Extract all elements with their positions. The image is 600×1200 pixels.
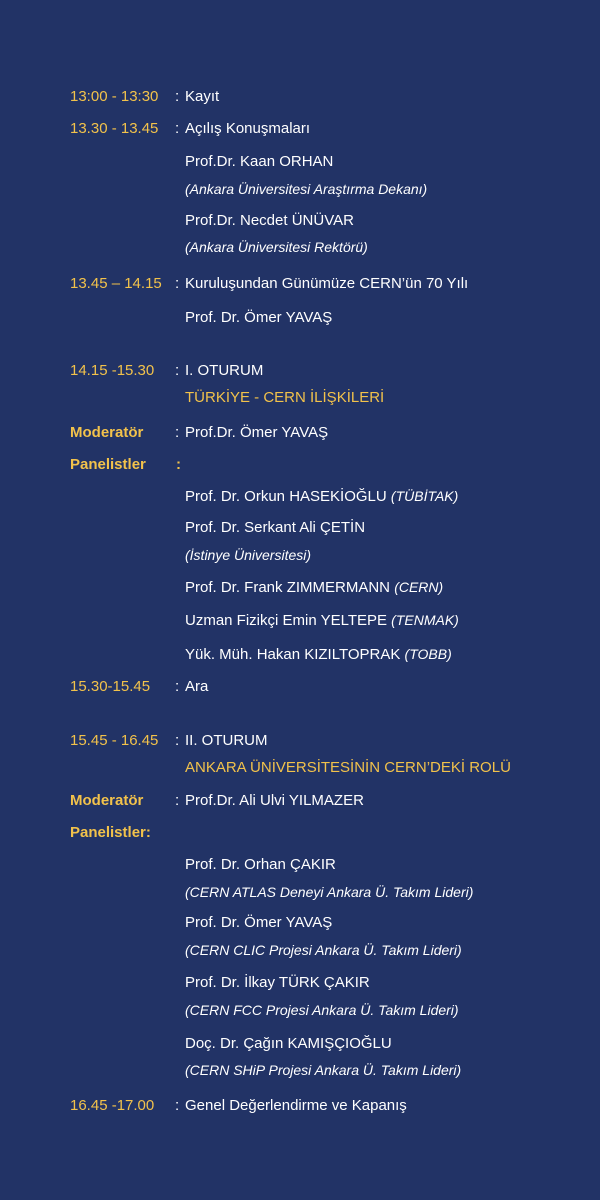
separator-colon: :	[175, 678, 180, 695]
separator-colon: :	[176, 456, 181, 473]
separator-colon: :	[175, 732, 180, 749]
speaker-affiliation: (Ankara Üniversitesi Araştırma Dekanı)	[185, 181, 428, 197]
panelist-name: Prof. Dr. İlkay TÜRK ÇAKIR	[185, 974, 370, 991]
session-subtitle: ANKARA ÜNİVERSİTESİNİN CERN’DEKİ ROLÜ	[185, 759, 511, 776]
separator-colon: :	[175, 792, 180, 809]
panelist-affiliation: (TENMAK)	[391, 612, 459, 628]
panelist-affiliation: (İstinye Üniversitesi)	[185, 547, 312, 563]
speaker-affiliation: (Ankara Üniversitesi Rektörü)	[185, 239, 368, 255]
session-time: 15.30-15.45	[70, 678, 151, 695]
panelist-affiliation: (CERN FCC Projesi Ankara Ü. Takım Lideri)	[185, 1002, 459, 1018]
session-time: 14.15 -15.30	[70, 362, 155, 379]
panelist-name: Uzman Fizikçi Emin YELTEPE	[185, 612, 387, 629]
panelist-affiliation: (TOBB)	[404, 646, 452, 662]
panelist-name: Prof. Dr. Serkant Ali ÇETİN	[185, 519, 366, 536]
panelist-affiliation: (CERN SHiP Projesi Ankara Ü. Takım Lideri)	[185, 1062, 462, 1078]
session-title: Açılış Konuşmaları	[185, 120, 311, 137]
panelists-label: Panelistler:	[70, 824, 151, 841]
session-title: Genel Değerlendirme ve Kapanış	[185, 1097, 407, 1114]
moderator-name: Prof.Dr. Ömer YAVAŞ	[185, 424, 329, 441]
session-time: 15.45 - 16.45	[70, 732, 159, 749]
speaker-name: Prof.Dr. Kaan ORHAN	[185, 153, 334, 170]
speaker-name: Prof.Dr. Necdet ÜNÜVAR	[185, 212, 354, 229]
session-title: Kayıt	[185, 88, 220, 105]
moderator-label: Moderatör	[70, 424, 144, 441]
session-title: Kuruluşundan Günümüze CERN’ün 70 Yılı	[185, 275, 469, 292]
moderator-name: Prof.Dr. Ali Ulvi YILMAZER	[185, 792, 364, 809]
panelist-entry	[185, 487, 458, 506]
session-title: Ara	[185, 678, 209, 695]
panelist-name: Yük. Müh. Hakan KIZILTOPRAK	[185, 646, 401, 663]
speaker-name: Prof. Dr. Ömer YAVAŞ	[185, 309, 333, 326]
separator-colon: :	[175, 275, 180, 292]
panelist-affiliation: (TÜBİTAK)	[390, 488, 459, 504]
panelist-name: Prof. Dr. Orkun HASEKİOĞLU	[185, 488, 387, 505]
panelist-entry	[185, 611, 459, 630]
session-title: I. OTURUM	[185, 362, 264, 379]
panelists-label: Panelistler	[70, 456, 146, 473]
panelist-affiliation: (CERN CLIC Projesi Ankara Ü. Takım Lideri)	[185, 942, 462, 958]
moderator-label: Moderatör	[70, 792, 144, 809]
separator-colon: :	[175, 1097, 180, 1114]
separator-colon: :	[175, 88, 180, 105]
session-time: 13:00 - 13:30	[70, 88, 159, 105]
session-title: II. OTURUM	[185, 732, 268, 749]
session-time: 13.45 – 14.15	[70, 275, 162, 292]
separator-colon: :	[175, 424, 180, 441]
panelist-name: Prof. Dr. Orhan ÇAKIR	[185, 856, 336, 873]
separator-colon: :	[175, 362, 180, 379]
session-time: 13.30 - 13.45	[70, 120, 159, 137]
separator-colon: :	[175, 120, 180, 137]
panelist-entry	[185, 578, 443, 597]
panelist-name: Prof. Dr. Ömer YAVAŞ	[185, 914, 333, 931]
panelist-affiliation: (CERN)	[394, 579, 444, 595]
panelist-affiliation: (CERN ATLAS Deneyi Ankara Ü. Takım Lideri)	[185, 884, 474, 900]
session-time: 16.45 -17.00	[70, 1097, 155, 1114]
session-subtitle: TÜRKİYE - CERN İLİŞKİLERİ	[185, 389, 385, 406]
panelist-name: Prof. Dr. Frank ZIMMERMANN	[185, 579, 391, 596]
panelist-entry	[185, 645, 452, 664]
panelist-name: Doç. Dr. Çağın KAMIŞÇIOĞLU	[185, 1035, 392, 1052]
